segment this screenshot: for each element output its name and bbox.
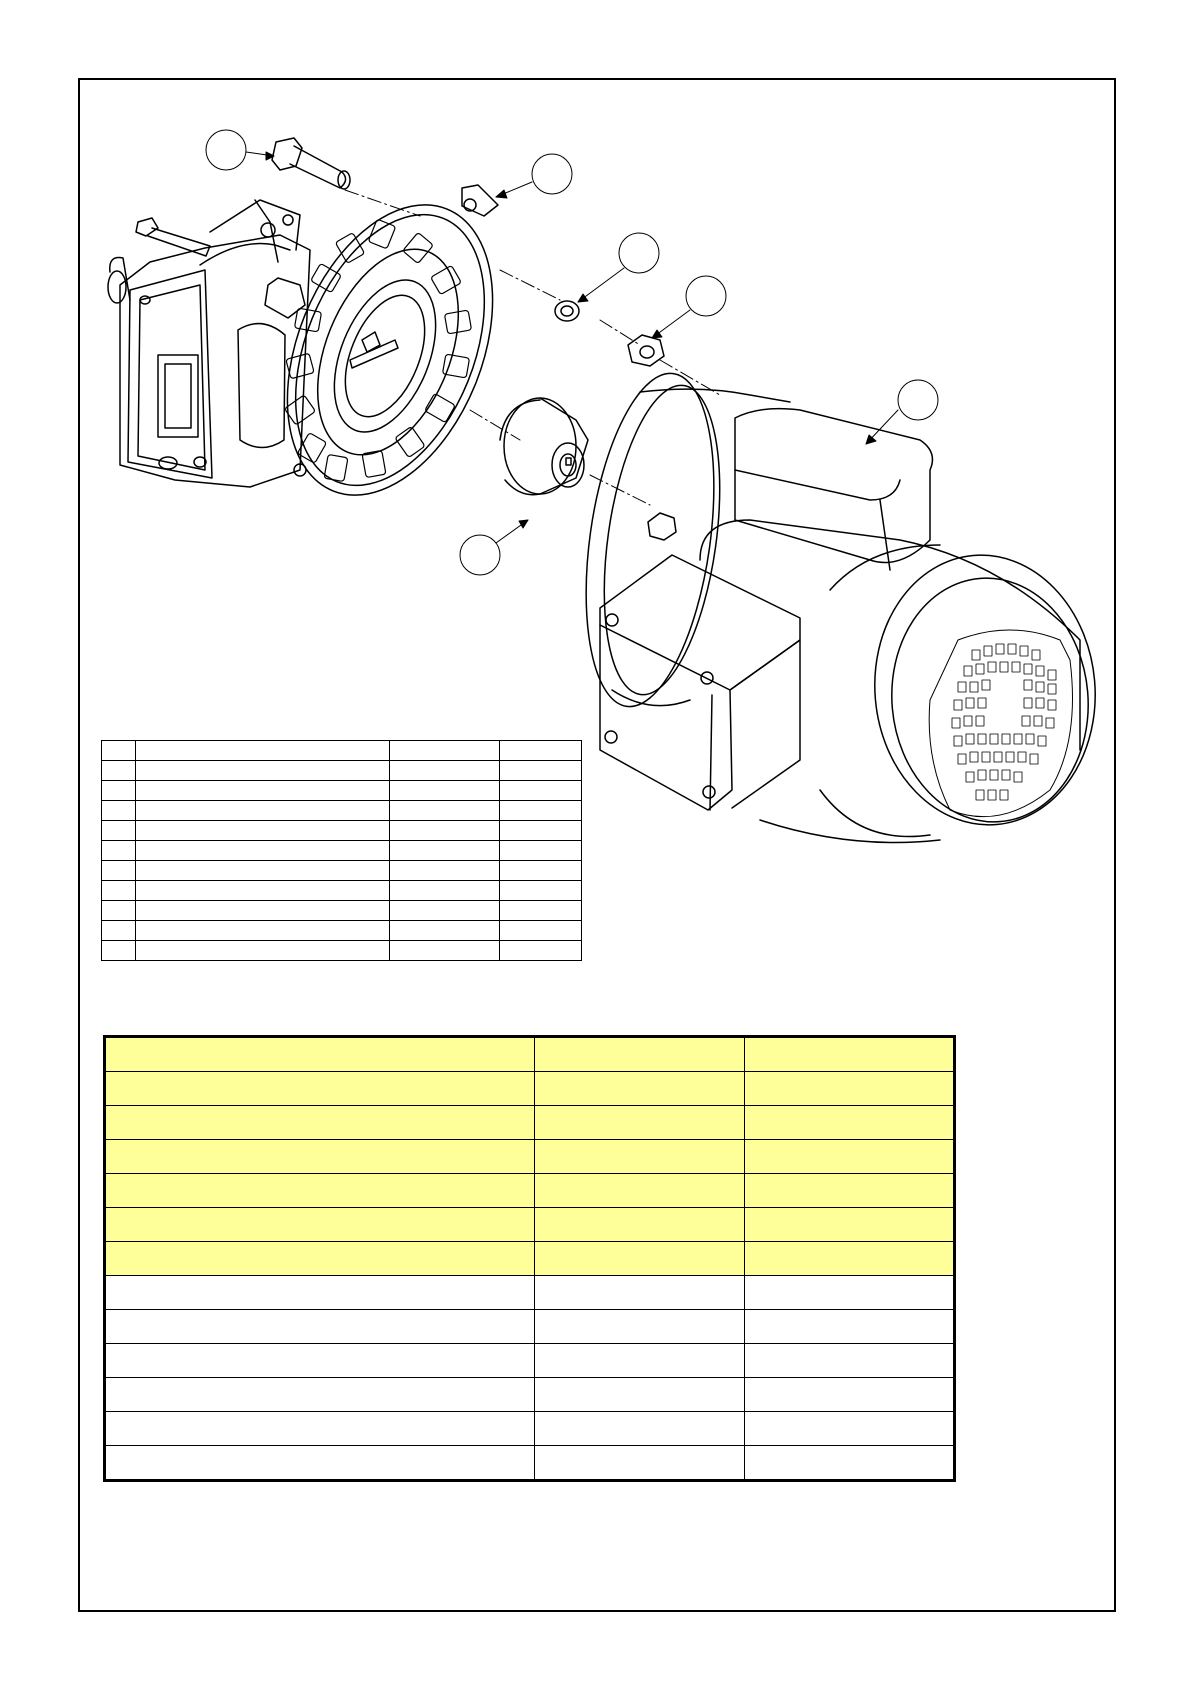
spec-table-row-highlighted [105,1174,955,1208]
flange-stud-nut [648,513,676,540]
parts-table-cell [500,861,582,881]
balloons [206,130,938,575]
parts-table-cell [136,861,390,881]
spec-table-row-highlighted [105,1140,955,1174]
fan-grille-slots [952,644,1056,800]
spec-table-cell [105,1446,535,1481]
parts-table-row [102,761,582,781]
parts-list-table [101,740,582,961]
spec-table-cell [105,1106,535,1140]
spec-table-row [105,1276,955,1310]
parts-table-row [102,741,582,761]
parts-table-row [102,881,582,901]
spec-table-cell [745,1140,955,1174]
spec-table-cell [535,1208,745,1242]
spec-table-cell [535,1276,745,1310]
spec-table-cell [535,1072,745,1106]
parts-table-cell [500,801,582,821]
fan-grille [929,630,1072,817]
spec-table-row-highlighted [105,1208,955,1242]
parts-table-cell [390,881,500,901]
spec-table-row [105,1344,955,1378]
parts-table-cell [500,841,582,861]
spec-table-row [105,1412,955,1446]
parts-table-cell [390,801,500,821]
parts-table-cell [500,741,582,761]
gearbox-cover-plate [158,355,198,437]
gearbox [108,200,310,487]
spec-table-row [105,1378,955,1412]
spec-table-cell [745,1310,955,1344]
parts-table-cell [500,881,582,901]
spec-table-cell [535,1446,745,1481]
spec-table-cell [745,1412,955,1446]
parts-table-cell [500,821,582,841]
spec-table-cell [105,1174,535,1208]
spec-table-cell [745,1208,955,1242]
parts-table-cell [102,841,136,861]
parts-table-row [102,801,582,821]
parts-table-cell [390,741,500,761]
spec-table-cell [105,1412,535,1446]
spec-table-cell [745,1276,955,1310]
parts-table-cell [136,781,390,801]
parts-table-cell [102,881,136,901]
parts-table-cell [390,781,500,801]
parts-table-cell [136,841,390,861]
spec-table-row-highlighted [105,1037,955,1072]
spec-table-cell [535,1242,745,1276]
parts-table-cell [102,861,136,881]
parts-table-row [102,861,582,881]
spec-table-cell [105,1378,535,1412]
spec-table-cell [745,1174,955,1208]
parts-table-cell [136,741,390,761]
spec-table-cell [105,1140,535,1174]
terminal-box [600,555,800,810]
spec-table-cell [105,1276,535,1310]
parts-table-cell [136,941,390,961]
parts-table-row [102,921,582,941]
washer [555,301,579,321]
spec-table-cell [535,1106,745,1140]
parts-table-cell [102,901,136,921]
spec-table-cell [535,1037,745,1072]
balloon-coupling [460,520,528,575]
parts-table-row [102,841,582,861]
parts-table-cell [500,941,582,961]
parts-table-cell [102,921,136,941]
spec-table-cell [745,1344,955,1378]
spec-table-row-highlighted [105,1072,955,1106]
parts-table-cell [500,921,582,941]
parts-table-row [102,781,582,801]
spec-table-cell [745,1446,955,1481]
spec-table-row-highlighted [105,1242,955,1276]
parts-table-cell [390,941,500,961]
parts-table-cell [390,921,500,941]
parts-table-cell [102,821,136,841]
balloon-flange [496,154,572,198]
specification-table [103,1035,956,1482]
parts-table-cell [136,801,390,821]
spec-table-cell [105,1242,535,1276]
parts-table-cell [136,881,390,901]
parts-table-row [102,821,582,841]
spec-table-row [105,1446,955,1481]
spec-table-cell [535,1378,745,1412]
spec-table-cell [535,1310,745,1344]
parts-table-cell [390,761,500,781]
parts-table-cell [500,781,582,801]
parts-table-cell [136,761,390,781]
parts-table-row [102,901,582,921]
flange-pockets [284,219,471,481]
parts-table-cell [136,921,390,941]
hex-screw [272,138,350,189]
balloon-washer [578,233,659,302]
hex-nut [628,335,664,366]
parts-table-row [102,941,582,961]
spec-table-cell [745,1037,955,1072]
parts-table-cell [390,821,500,841]
spec-table-cell [535,1412,745,1446]
spec-table-cell [745,1242,955,1276]
parts-table-cell [500,901,582,921]
parts-table-cell [102,781,136,801]
parts-table-cell [390,861,500,881]
spec-table-cell [105,1072,535,1106]
spec-table-cell [105,1310,535,1344]
electric-motor [567,365,1106,842]
parts-table-cell [136,821,390,841]
spec-table-cell [535,1140,745,1174]
explode-lines [345,190,720,505]
spec-table-cell [535,1344,745,1378]
parts-table-cell [136,901,390,921]
balloon-nut [652,276,726,338]
spec-table-cell [745,1106,955,1140]
parts-table-cell [102,761,136,781]
parts-table-cell [500,761,582,781]
balloon-screw [206,130,274,170]
parts-table-cell [102,801,136,821]
shaft-coupling [500,398,588,495]
balloon-motor [866,380,938,444]
spec-table-row-highlighted [105,1106,955,1140]
spec-table-row [105,1310,955,1344]
spec-table-cell [535,1174,745,1208]
parts-table-cell [102,941,136,961]
parts-table-cell [102,741,136,761]
spec-table-cell [745,1378,955,1412]
spec-table-cell [105,1037,535,1072]
spec-table-cell [105,1344,535,1378]
spec-table-cell [745,1072,955,1106]
parts-table-cell [390,841,500,861]
spec-table-cell [105,1208,535,1242]
parts-table-cell [390,901,500,921]
